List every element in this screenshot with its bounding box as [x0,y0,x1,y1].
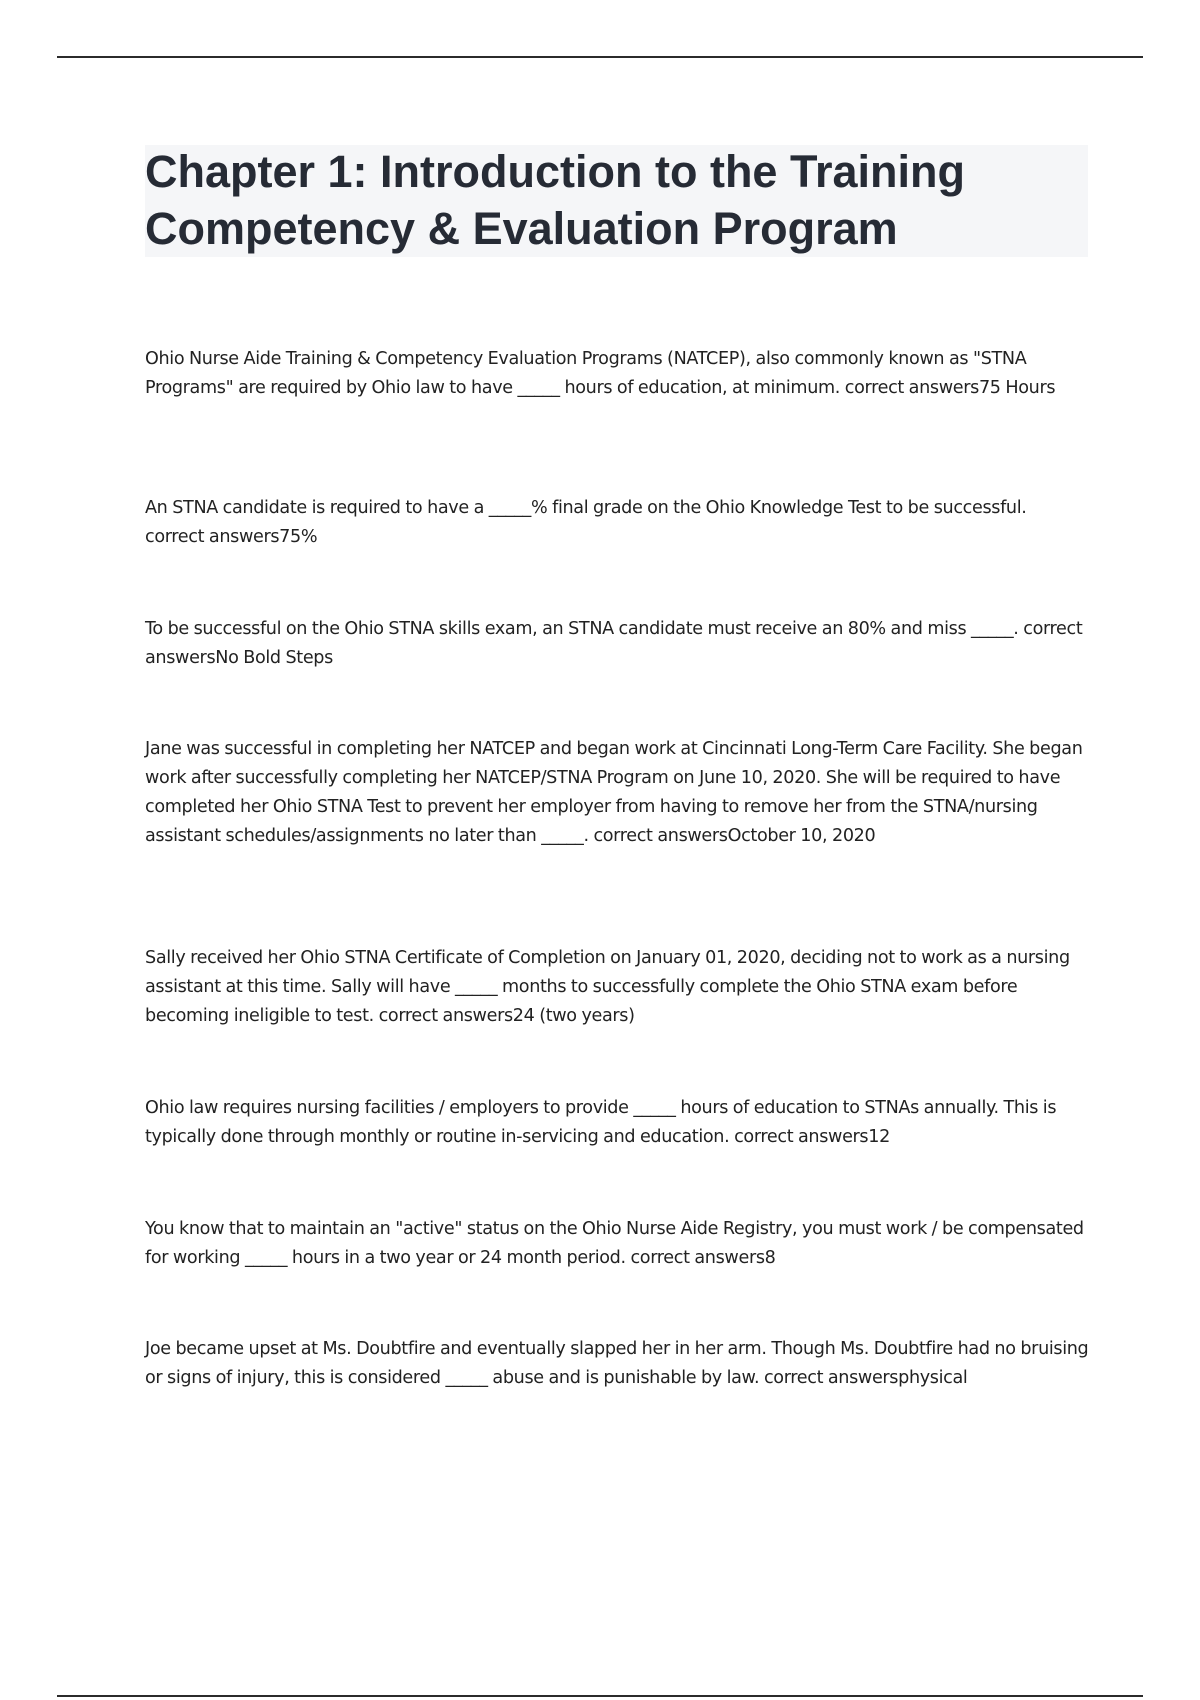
question-item-4: Jane was successful in completing her NATCEP and began work at Cincinnati Long-Term Care Facility. She began work after successfully completing her NATCEP/STNA Program on June 10, 2020. She will be required to have completed her Ohio STNA Test to prevent her employer from having to remove her from the STNA/nursing assistant schedules/assignments no later than _____. correct answersOctober 10, 2020 [145,739,1083,846]
page-title: Chapter 1: Introduction to the Training Competency & Evaluation Program [145,146,965,254]
question-item-8: Joe became upset at Ms. Doubtfire and eventually slapped her in her arm. Though Ms. Doubtfire had no bruising or signs of injury, this is considered _____ abuse and is punishable by law. correct answersphysical [145,1339,1089,1388]
question-item-2: An STNA candidate is required to have a _____% final grade on the Ohio Knowledge Test to be successful. correct answers75% [145,498,1027,547]
top-rule [57,56,1143,58]
question-item-6: Ohio law requires nursing facilities / employers to provide _____ hours of education to STNAs annually. This is typically done through monthly or routine in-servicing and education. correct answers12 [145,1098,1057,1147]
question-item-3: To be successful on the Ohio STNA skills exam, an STNA candidate must receive an 80% and miss _____. correct answersNo Bold Steps [145,619,1083,668]
question-item-1: Ohio Nurse Aide Training & Competency Evaluation Programs (NATCEP), also commonly known as "STNA Programs" are required by Ohio law to have _____ hours of education, at minimum. correct answers75 Hours [145,349,1056,398]
question-item-7: You know that to maintain an "active" status on the Ohio Nurse Aide Registry, you must work / be compensated for working _____ hours in a two year or 24 month period. correct answers8 [145,1219,1084,1268]
bottom-rule [57,1695,1143,1697]
question-item-5: Sally received her Ohio STNA Certificate of Completion on January 01, 2020, deciding not to work as a nursing assistant at this time. Sally will have _____ months to successfully complete the Ohio STNA exam before becoming ineligible to test. correct answers24 (two years) [145,948,1070,1026]
